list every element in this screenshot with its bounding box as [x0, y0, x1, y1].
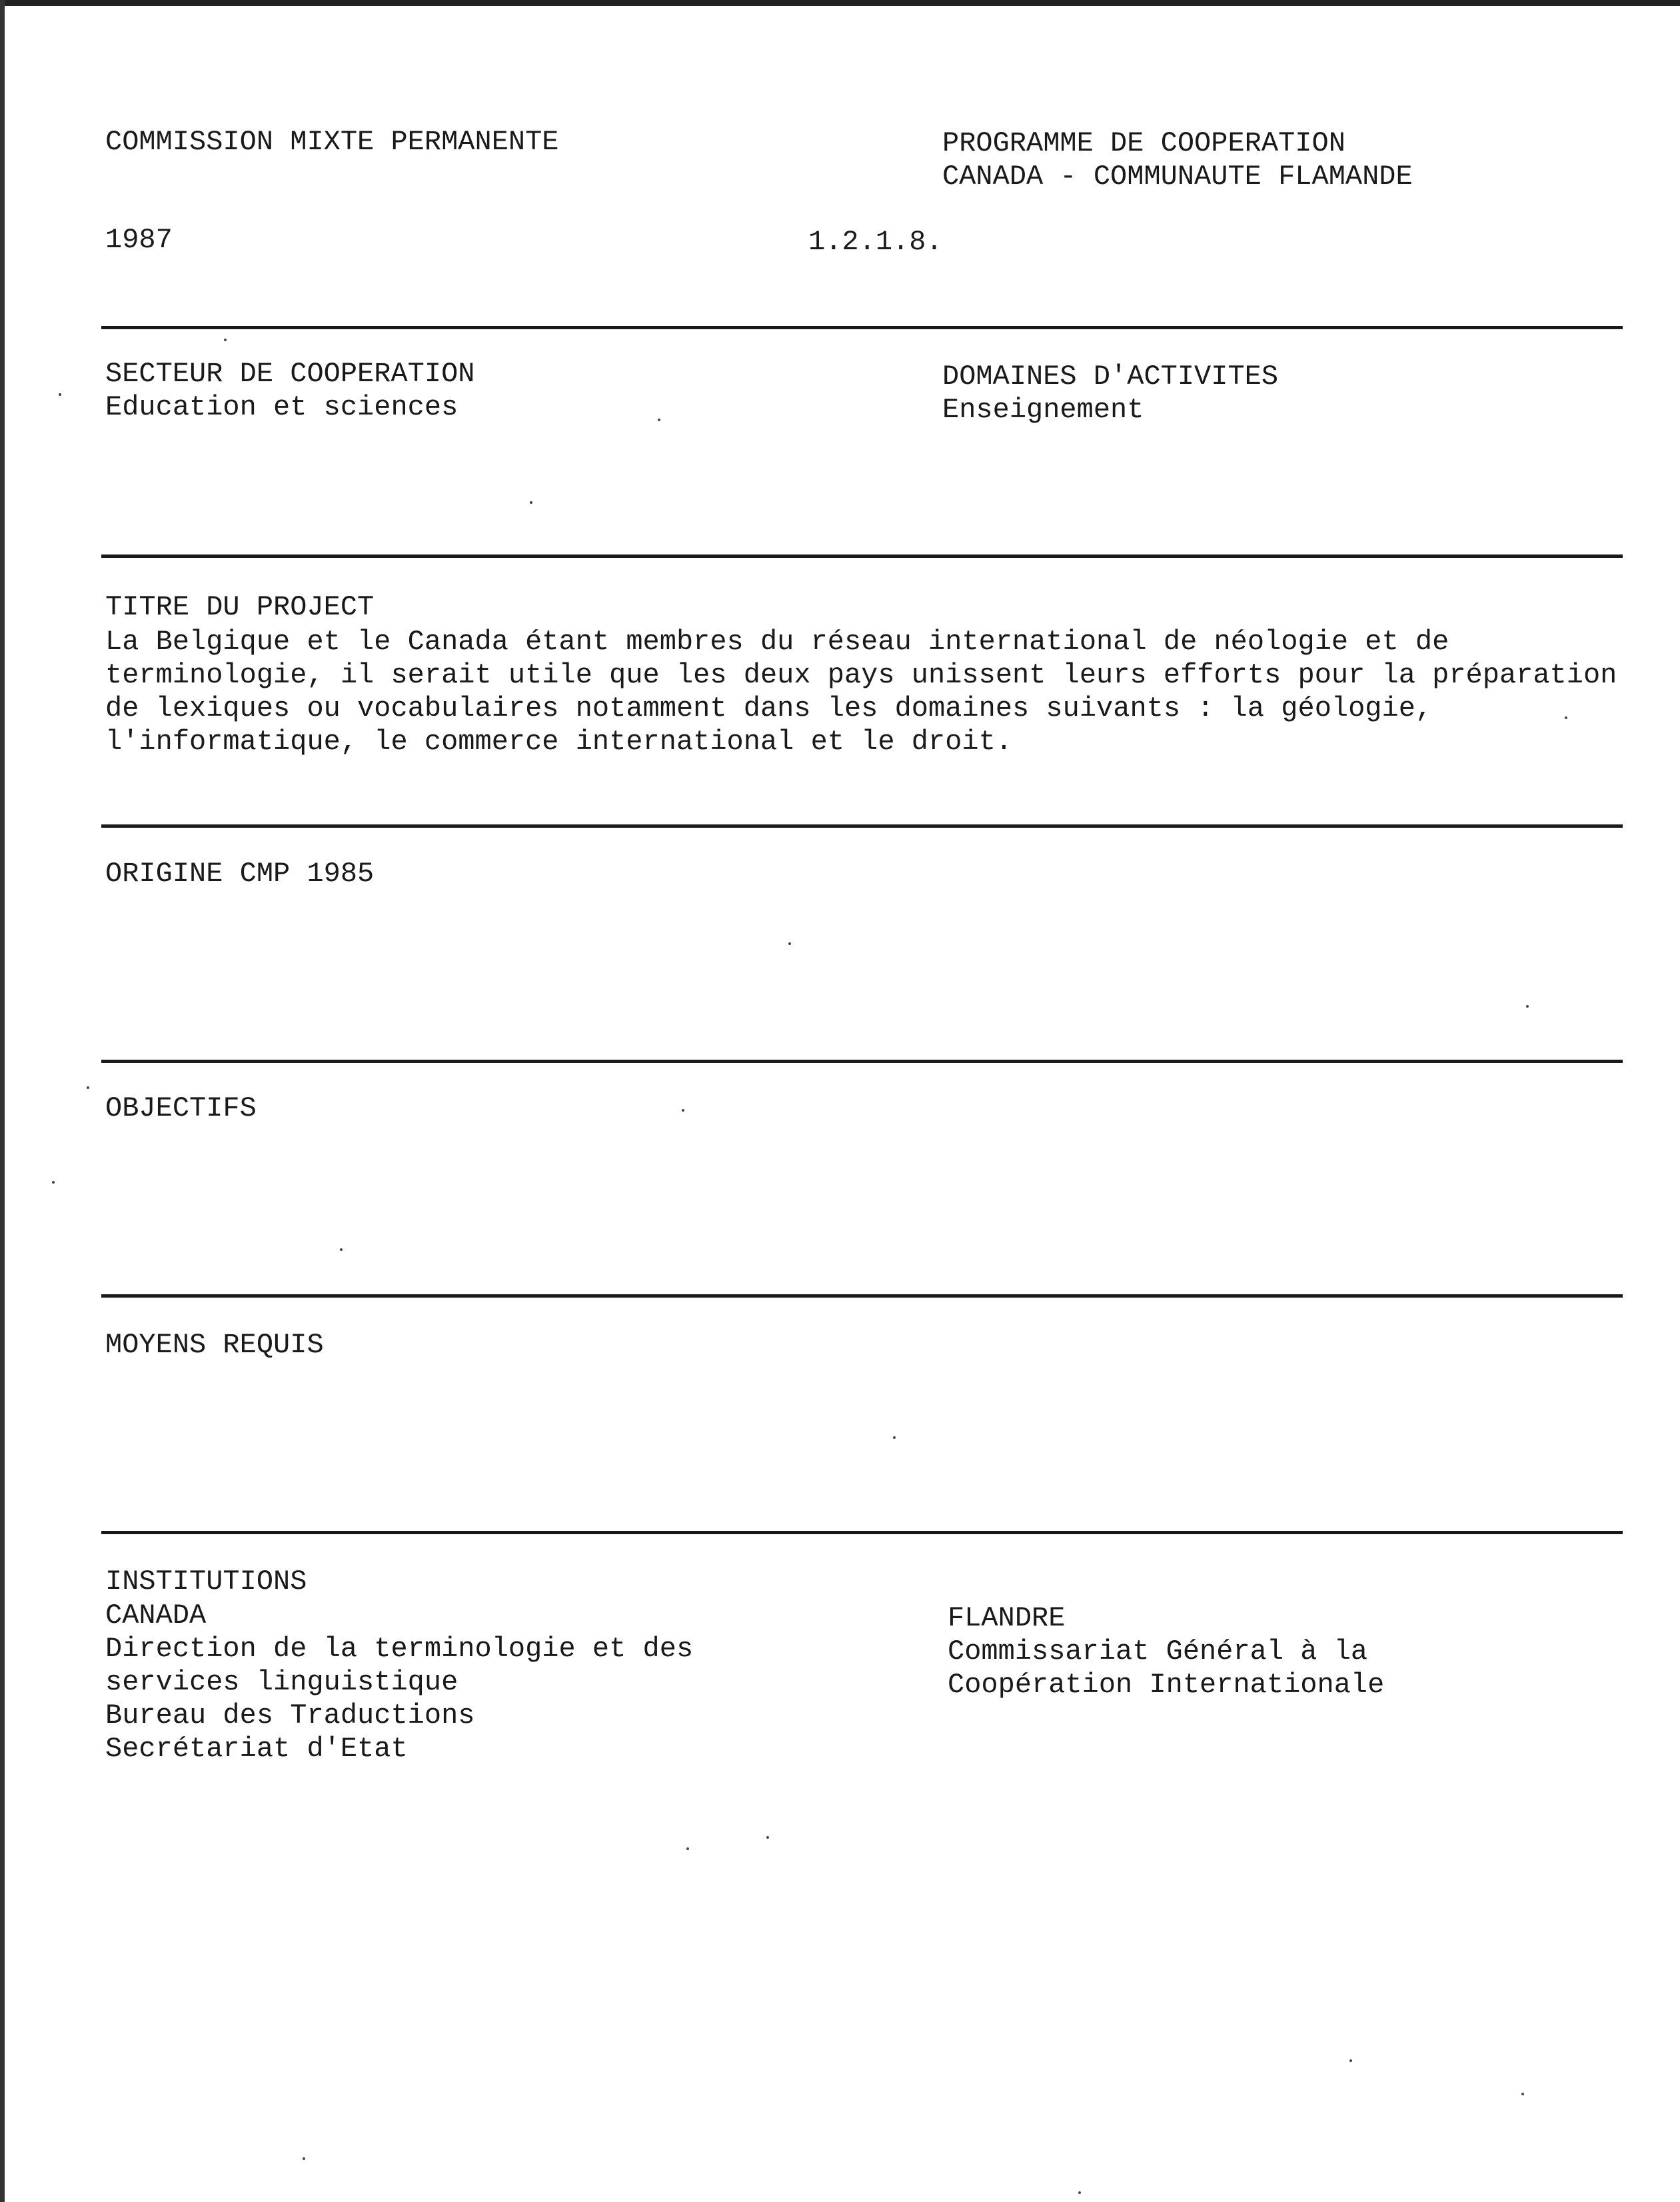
origin-label: ORIGINE CMP 1985: [105, 858, 375, 890]
scan-top-border: [0, 0, 1680, 6]
objectives-label: OBJECTIFS: [105, 1092, 257, 1124]
scan-speck: [686, 1847, 689, 1850]
domains-label: DOMAINES D'ACTIVITES: [942, 361, 1279, 393]
header-year: 1987: [105, 224, 173, 256]
scan-speck: [303, 2157, 305, 2160]
scan-speck: [1565, 716, 1567, 719]
section-divider: [101, 1294, 1623, 1298]
scan-speck: [340, 1248, 343, 1251]
scan-speck: [1078, 2191, 1081, 2194]
scan-speck: [530, 501, 532, 504]
project-title-line: terminologie, il serait utile que les deux pays unissent leurs efforts pour la préparation: [105, 659, 1617, 691]
institutions-canada-line: Direction de la terminologie et des: [105, 1633, 694, 1665]
sector-value: Education et sciences: [105, 391, 458, 423]
project-title-label: TITRE DU PROJECT: [105, 591, 375, 623]
header-right-title-line1: PROGRAMME DE COOPERATION: [942, 127, 1345, 159]
scan-speck: [1521, 2093, 1524, 2095]
institutions-canada-line: services linguistique: [105, 1666, 458, 1698]
institutions-canada-label: CANADA: [105, 1600, 207, 1632]
section-divider: [101, 1060, 1623, 1063]
institutions-canada-line: Secrétariat d'Etat: [105, 1733, 408, 1765]
scan-speck: [87, 1086, 89, 1089]
project-title-line: l'informatique, le commerce international et le droit.: [105, 726, 1013, 758]
domains-value: Enseignement: [942, 394, 1144, 426]
sector-label: SECTEUR DE COOPERATION: [105, 358, 475, 390]
institutions-flandre-line: Coopération Internationale: [948, 1669, 1385, 1701]
institutions-flandre-label: FLANDRE: [948, 1602, 1066, 1634]
section-divider: [101, 824, 1623, 828]
section-divider: [101, 326, 1623, 329]
scan-speck: [682, 1109, 684, 1112]
institutions-canada-line: Bureau des Traductions: [105, 1699, 475, 1731]
means-label: MOYENS REQUIS: [105, 1329, 324, 1361]
scan-speck: [1526, 1005, 1529, 1008]
scan-speck: [766, 1836, 769, 1839]
scan-speck: [788, 942, 791, 945]
scan-speck: [893, 1436, 896, 1439]
project-title-line: de lexiques ou vocabulaires notamment dans les domaines suivants : la géologie,: [105, 692, 1433, 724]
project-title-line: La Belgique et le Canada étant membres du réseau international de néologie et de: [105, 626, 1449, 658]
section-divider: [101, 1531, 1623, 1534]
scan-speck: [52, 1181, 55, 1184]
header-reference: 1.2.1.8.: [808, 226, 943, 258]
section-divider: [101, 554, 1623, 558]
scan-speck: [59, 393, 61, 396]
scan-speck: [1349, 2059, 1352, 2062]
scan-left-border: [0, 0, 5, 2202]
institutions-label: INSTITUTIONS: [105, 1566, 307, 1598]
header-left-title: COMMISSION MIXTE PERMANENTE: [105, 126, 559, 158]
header-right-title-line2: CANADA - COMMUNAUTE FLAMANDE: [942, 161, 1413, 193]
scan-speck: [658, 419, 660, 421]
scan-speck: [224, 339, 227, 341]
institutions-flandre-line: Commissariat Général à la: [948, 1636, 1368, 1667]
